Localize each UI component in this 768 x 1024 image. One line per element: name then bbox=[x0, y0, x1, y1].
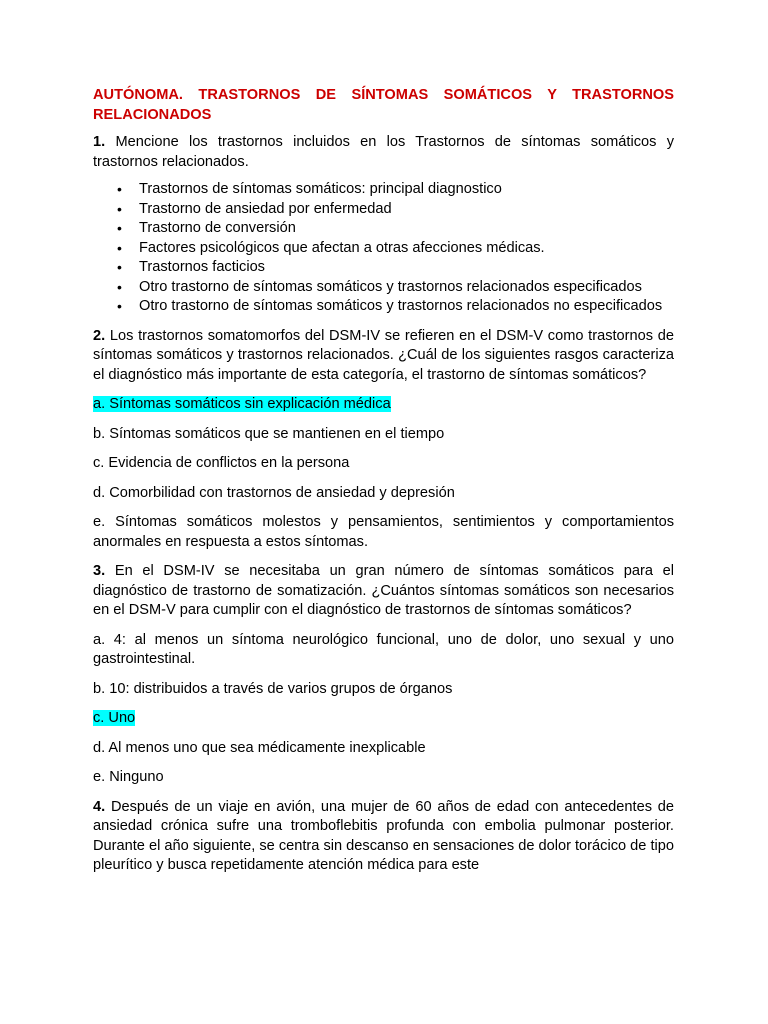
question-4-number: 4. bbox=[93, 798, 106, 815]
question-3-option-a: a. 4: al menos un síntoma neurológico funcional, uno de dolor, uno sexual y uno gastrointestinal. bbox=[93, 631, 674, 667]
question-1-text: Mencione los trastornos incluidos en los Trastornos de síntomas somáticos y trastornos relacionados. bbox=[93, 134, 674, 170]
document-title: AUTÓNOMA. TRASTORNOS DE SÍNTOMAS SOMÁTICOS Y TRASTORNOS RELACIONADOS bbox=[93, 87, 674, 123]
question-3 bbox=[93, 562, 674, 621]
question-1-number: 1. bbox=[93, 134, 106, 150]
question-3-option-d: d. Al menos uno que sea médicamente inexplicable bbox=[93, 739, 426, 756]
list-item: • Trastornos de síntomas somáticos: principal diagnostico bbox=[139, 180, 674, 200]
list-item: • Trastorno de conversión bbox=[139, 219, 674, 239]
list-item: • Trastorno de ansiedad por enfermedad bbox=[139, 200, 674, 220]
question-2-option-d: d. Comorbilidad con trastornos de ansiedad y depresión bbox=[93, 484, 455, 501]
list-item: • Otro trastorno de síntomas somáticos y trastornos relacionados especificados bbox=[139, 278, 674, 298]
question-1-list bbox=[93, 180, 674, 317]
question-3-option-e: e. Ninguno bbox=[93, 769, 164, 785]
question-4 bbox=[93, 798, 674, 876]
question-4-text: Después de un viaje en avión, una mujer de 60 años de edad con antecedentes de ansiedad crónica sufre una tromboflebitis profunda con embolia pulmonar posterior. Durante el año siguiente, se centra sin descanso en sensaciones de dolor torácico de tipo pleurítico y busca repetidamente atención médica para este bbox=[93, 798, 675, 873]
question-3-text: En el DSM-IV se necesitaba un gran número de síntomas somáticos para el diagnóstico de trastorno de somatización. ¿Cuántos síntomas somáticos son necesarios en el DSM-V para cumplir con el diagnóstico de trastornos de síntomas somáticos? bbox=[93, 563, 674, 618]
question-3-number: 3. bbox=[93, 563, 106, 579]
question-2 bbox=[93, 327, 674, 386]
question-2-text: Los trastornos somatomorfos del DSM-IV se refieren en el DSM-V como trastornos de síntomas somáticos y trastornos relacionados. ¿Cuál de los siguientes rasgos caracteriza el diagnóstico más importante de esta categoría, el trastorno de síntomas somáticos? bbox=[93, 327, 674, 383]
highlighted-answer: a. Síntomas somáticos sin explicación médica bbox=[93, 396, 391, 412]
highlighted-answer: c. Uno bbox=[93, 710, 136, 726]
list-item: • Otro trastorno de síntomas somáticos y trastornos relacionados no especificados bbox=[139, 297, 674, 317]
question-3-option-b: b. 10: distribuidos a través de varios grupos de órganos bbox=[93, 680, 453, 697]
list-item: • Trastornos facticios bbox=[139, 258, 674, 278]
question-2-option-e: e. Síntomas somáticos molestos y pensamientos, sentimientos y comportamientos anormales en respuesta a estos síntomas. bbox=[93, 514, 674, 550]
question-2-number: 2. bbox=[93, 327, 106, 344]
question-3-option-c bbox=[93, 709, 674, 729]
question-2-option-b: b. Síntomas somáticos que se mantienen en el tiempo bbox=[93, 425, 445, 442]
question-2-option-c: c. Evidencia de conflictos en la persona bbox=[93, 455, 350, 471]
list-item: • Factores psicológicos que afectan a otras afecciones médicas. bbox=[139, 239, 674, 259]
question-2-option-a bbox=[93, 395, 674, 415]
question-1 bbox=[93, 133, 674, 172]
